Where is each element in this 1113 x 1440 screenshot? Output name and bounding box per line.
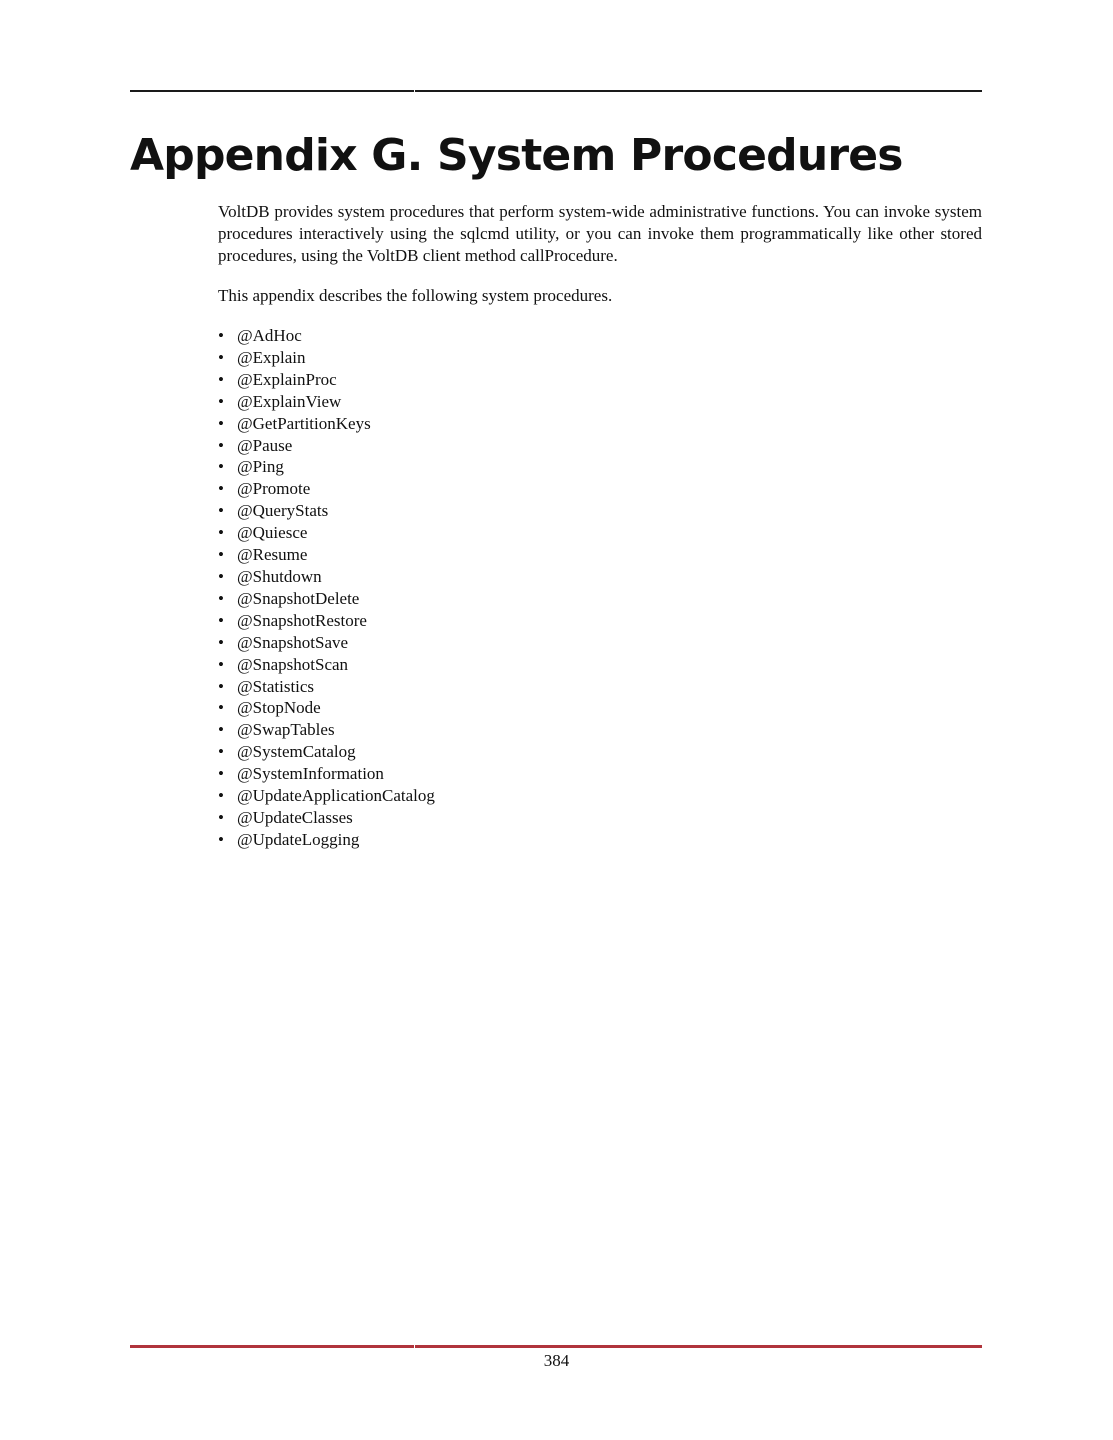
bullet-icon: • (218, 654, 224, 674)
bullet-icon: • (218, 545, 224, 565)
list-item (218, 763, 982, 785)
bullet-icon: • (218, 829, 224, 849)
page-title: Appendix G. System Procedures (130, 130, 903, 181)
bullet-icon: • (218, 588, 224, 608)
bullet-icon: • (218, 479, 224, 499)
bullet-icon: • (218, 786, 224, 806)
bullet-icon: • (218, 369, 224, 389)
list-item (218, 632, 982, 654)
procedure-name: @SystemInformation (237, 764, 384, 784)
procedure-name: @StopNode (237, 698, 321, 718)
list-item (218, 697, 982, 719)
footer-rule-notch (414, 1345, 415, 1348)
bullet-icon: • (218, 698, 224, 718)
procedure-name: @AdHoc (237, 326, 302, 345)
page-content (218, 201, 982, 851)
list-item (218, 654, 982, 676)
bullet-icon: • (218, 457, 224, 477)
procedure-name: @SnapshotSave (237, 632, 349, 652)
system-procedure-list (218, 325, 982, 851)
bullet-icon: • (218, 566, 224, 586)
page-number: 384 (543, 1351, 570, 1370)
list-item (218, 369, 982, 391)
bullet-icon: • (218, 610, 224, 630)
intro-paragraph: VoltDB provides system procedures that perform system-wide administrative functions. You can invoke system procedures interactively using the sqlcmd utility, or you can invoke them programmatically like other stored procedures, using the VoltDB client method callProcedure. (218, 202, 982, 265)
list-item (218, 807, 982, 829)
bullet-icon: • (218, 523, 224, 543)
procedure-name: @Pause (237, 435, 293, 455)
procedure-name: @UpdateClasses (237, 807, 353, 827)
header-rule (130, 90, 982, 92)
list-item (218, 785, 982, 807)
list-item (218, 829, 982, 851)
procedure-name: @SystemCatalog (237, 742, 356, 762)
list-item (218, 522, 982, 544)
procedure-name: @GetPartitionKeys (237, 413, 371, 433)
procedure-name: @QueryStats (237, 501, 329, 521)
procedure-name: @UpdateLogging (237, 829, 360, 849)
list-item (218, 413, 982, 435)
list-item (218, 435, 982, 457)
bullet-icon: • (218, 501, 224, 521)
procedure-name: @SnapshotRestore (237, 610, 367, 630)
list-item (218, 325, 982, 347)
procedure-name: @Statistics (237, 676, 315, 696)
list-item (218, 500, 982, 522)
procedure-name: @ExplainProc (237, 369, 337, 389)
bullet-icon: • (218, 391, 224, 411)
bullet-icon: • (218, 326, 224, 345)
bullet-icon: • (218, 742, 224, 762)
header-rule-notch (414, 90, 415, 92)
bullet-icon: • (218, 413, 224, 433)
procedure-name: @Ping (237, 457, 284, 477)
procedure-name: @UpdateApplicationCatalog (237, 786, 435, 806)
list-item (218, 676, 982, 698)
bullet-icon: • (218, 720, 224, 740)
procedure-name: @Resume (237, 545, 308, 565)
footer-rule (130, 1345, 982, 1348)
procedure-name: @SnapshotDelete (237, 588, 360, 608)
list-item (218, 544, 982, 566)
procedure-name: @SwapTables (237, 720, 335, 740)
bullet-icon: • (218, 807, 224, 827)
list-item (218, 588, 982, 610)
procedure-name: @Promote (237, 479, 311, 499)
list-item (218, 566, 982, 588)
bullet-icon: • (218, 676, 224, 696)
list-item (218, 610, 982, 632)
procedure-name: @ExplainView (237, 391, 342, 411)
list-item (218, 456, 982, 478)
list-item (218, 347, 982, 369)
procedure-name: @Shutdown (237, 566, 322, 586)
list-lead-paragraph: This appendix describes the following system procedures. (218, 286, 613, 305)
bullet-icon: • (218, 347, 224, 367)
list-item (218, 478, 982, 500)
bullet-icon: • (218, 764, 224, 784)
list-item (218, 391, 982, 413)
bullet-icon: • (218, 435, 224, 455)
procedure-name: @SnapshotScan (237, 654, 349, 674)
bullet-icon: • (218, 632, 224, 652)
list-item (218, 741, 982, 763)
list-item (218, 719, 982, 741)
procedure-name: @Explain (237, 347, 306, 367)
procedure-name: @Quiesce (237, 523, 308, 543)
